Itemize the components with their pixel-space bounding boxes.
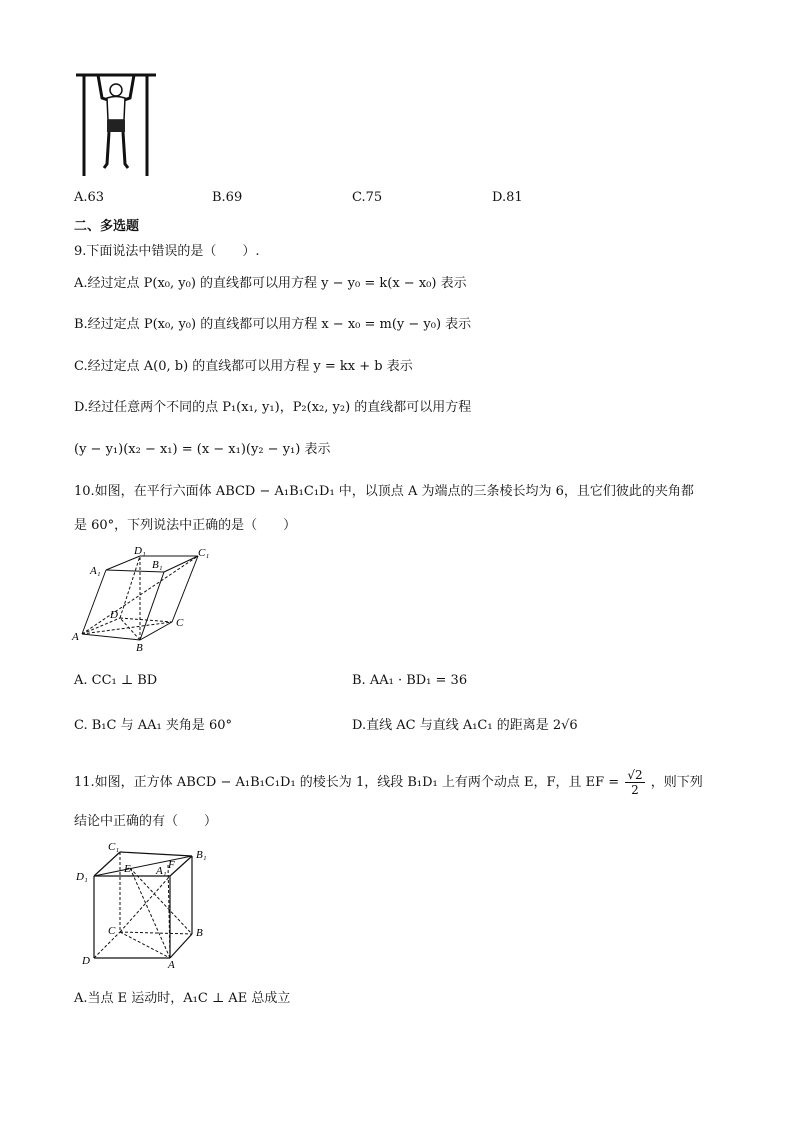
q10-option-a: A. CC₁ ⊥ BD xyxy=(74,673,158,688)
q9-stem: 9.下面说法中错误的是（ ）. xyxy=(74,244,260,259)
parallelepiped-diagram xyxy=(70,544,220,652)
q9-option-d-line1: D.经过任意两个不同的点 P₁(x₁, y₁)，P₂(x₂, y₂) 的直线都可以用方程 xyxy=(74,400,472,415)
q11-stem-part1: 11.如图，正方体 ABCD − A₁B₁C₁D₁ 的棱长为 1，线段 B₁D₁ 上有两个动点 E，F，且 EF = xyxy=(74,775,620,790)
pullup-illustration xyxy=(74,68,158,178)
label-a1: A₁ xyxy=(90,565,101,577)
q11-fraction xyxy=(625,768,644,797)
q9-option-c: C.经过定点 A(0, b) 的直线都可以用方程 y = kx + b 表示 xyxy=(74,359,413,374)
q10-option-b: B. AA₁ · BD₁ = 36 xyxy=(352,673,468,688)
label-d: D xyxy=(110,609,118,621)
label-c1: C₁ xyxy=(198,547,210,559)
label-d: D xyxy=(82,955,90,967)
q11-stem-line1 xyxy=(74,768,703,797)
label-c1: C₁ xyxy=(108,841,120,853)
q10-option-d: D.直线 AC 与直线 A₁C₁ 的距离是 2√6 xyxy=(352,718,578,733)
label-d1: D₁ xyxy=(134,545,146,557)
parallelepiped-figure xyxy=(70,544,220,652)
label-a: A xyxy=(72,631,79,643)
q8-option-b: B.69 xyxy=(212,190,243,205)
label-f: F xyxy=(168,859,175,871)
q11-stem-line2: 结论中正确的有（ ） xyxy=(74,814,218,829)
q10-stem-line2: 是 60°，下列说法中正确的是（ ） xyxy=(74,518,297,533)
q11-option-a: A.当点 E 运动时，A₁C ⊥ AE 总成立 xyxy=(74,991,291,1006)
q11-stem-part2: ，则下列 xyxy=(650,775,703,790)
q8-option-a: A.63 xyxy=(74,190,105,205)
label-b1: B₁ xyxy=(152,559,163,571)
q11-fraction-numerator: √2 xyxy=(627,768,643,782)
label-b: B xyxy=(196,927,203,939)
label-c: C xyxy=(108,925,116,937)
q9-option-d-line2: (y − y₁)(x₂ − x₁) = (x − x₁)(y₂ − y₁) 表示 xyxy=(74,442,331,457)
q8-option-d: D.81 xyxy=(492,190,523,205)
cube-diagram xyxy=(72,838,218,968)
pullup-figure xyxy=(74,68,158,178)
cube-figure xyxy=(72,838,218,968)
q10-stem-line1: 10.如图，在平行六面体 ABCD − A₁B₁C₁D₁ 中，以顶点 A 为端点的三条棱长均为 6，且它们彼此的夹角都 xyxy=(74,484,694,499)
label-d1: D₁ xyxy=(76,871,88,883)
label-b: B xyxy=(136,642,143,652)
q8-option-c: C.75 xyxy=(352,190,383,205)
label-a1: A₁ xyxy=(156,865,167,877)
label-b1: B₁ xyxy=(196,849,207,861)
label-c: C xyxy=(176,617,184,629)
q9-option-b: B.经过定点 P(x₀, y₀) 的直线都可以用方程 x − x₀ = m(y − y₀) 表示 xyxy=(74,317,472,332)
label-e: E xyxy=(124,863,131,875)
q9-option-a: A.经过定点 P(x₀, y₀) 的直线都可以用方程 y − y₀ = k(x − x₀) 表示 xyxy=(74,276,467,291)
q11-fraction-denominator: 2 xyxy=(631,783,639,797)
q10-option-c: C. B₁C 与 AA₁ 夹角是 60° xyxy=(74,718,233,733)
section-heading: 二、多选题 xyxy=(74,219,140,234)
label-a: A xyxy=(168,959,175,968)
